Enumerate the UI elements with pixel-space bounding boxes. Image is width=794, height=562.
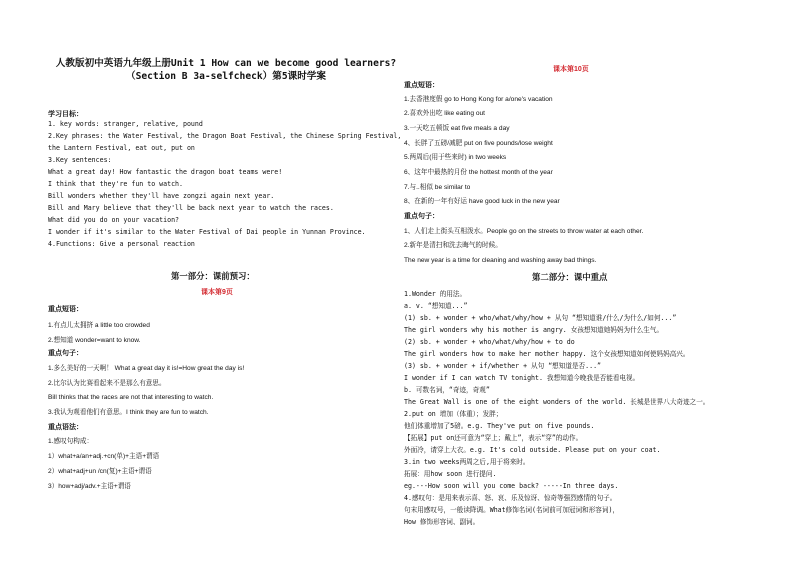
notes-line: I wonder if I can watch TV tonight. 我想知道今晚我是否能看电视。 <box>404 374 640 382</box>
notes-line: 2.put on 增加（体重）；发胖； <box>404 410 503 418</box>
notes-line: 3.in two weeks两周之后,用于将来时。 <box>404 458 530 466</box>
objective-line: Bill wonders whether they'll have zongzi again next year. <box>48 192 275 200</box>
page-9-label: 课本第9页 <box>201 289 233 296</box>
phrase-line: 2.想知道 wonder=want to know. <box>48 337 141 344</box>
grammar-heading: 重点语法： <box>48 424 83 431</box>
phrase-line: 1.有点儿太拥挤 a little too crowded <box>48 322 150 329</box>
sentence-line: Bill thinks that the races are not that interesting to watch. <box>48 394 214 401</box>
notes-line: 4.感叹句：是用来表示喜、怒、哀、乐及惊讶、惊奇等强烈感情的句子。 <box>404 494 617 502</box>
part2-title: 第二部分：课中重点 <box>532 272 608 282</box>
phrases-heading: 重点短语： <box>404 82 439 89</box>
objective-line: What did you do on your vacation? <box>48 216 180 224</box>
notes-line: How 修饰形容词、副词。 <box>404 518 480 526</box>
objective-line: I think that they're fun to watch. <box>48 180 183 188</box>
notes-line: 1.Wonder 的用法。 <box>404 290 467 298</box>
phrase-line: 8、在新的一年有好运 have good luck in the new year <box>404 198 560 205</box>
sentence-line: 2.比尔认为比赛看起来不是那么有意思。 <box>48 380 166 387</box>
notes-line: 他们体重增加了5磅。e.g. They've put on five pounds. <box>404 422 595 430</box>
grammar-item: 3）how+adj/adv.+主语+谓语 <box>48 483 131 490</box>
objective-line: the Lantern Festival, eat out, put on <box>48 144 195 152</box>
notes-line: 外面冷，请穿上大衣。e.g. It's cold outside. Please put on your coat. <box>404 446 661 454</box>
objective-line: 1. key words: stranger, relative, pound <box>48 120 203 128</box>
title-line-2: （Section B 3a-selfcheck）第5课时学案 <box>125 71 326 82</box>
part1-title: 第一部分：课前预习： <box>171 271 255 281</box>
phrase-line: 7.与..相似 be similar to <box>404 184 471 191</box>
notes-line: (3) sb. + wonder + if/whether + 从句 “想知道是否...” <box>404 362 602 370</box>
objective-line: 2.Key phrases: the Water Festival, the Dragon Boat Festival, the Chinese Spring Festival, <box>48 132 402 140</box>
grammar-sub: 1.感叹句构成： <box>48 438 94 445</box>
page-10-label: 课本第10页 <box>553 66 589 73</box>
phrase-line: 1.去香港度假 go to Hong Kong for a/one's vacation <box>404 96 553 103</box>
sentence-line: The new year is a time for cleaning and washing away bad things. <box>404 257 597 264</box>
notes-line: The Great Wall is one of the eight wonders of the world. 长城是世界八大奇迹之一。 <box>404 398 710 406</box>
sentence-line: 2.新年是清扫和洗去晦气的时候。 <box>404 242 502 249</box>
grammar-item: 1）what+a/an+adj.+cn(单)+主语+谓语 <box>48 453 160 460</box>
notes-line: a. v. “想知道...” <box>404 302 468 310</box>
sentence-line: 1.多么美好的一天啊！ What a great day it is!=How great the day is! <box>48 365 245 372</box>
notes-line: (1) sb. + wonder + who/what/why/how + 从句 “想知道谁/什么/为什么/如何...” <box>404 314 677 322</box>
sentence-line: 1、人们走上街头互相泼水。People go on the streets to throw water at each other. <box>404 228 644 235</box>
sentence-line: 3.我认为观看他们有意思。I think they are fun to watch. <box>48 409 209 416</box>
objective-line: Bill and Mary believe that they'll be back next year to watch the races. <box>48 204 334 212</box>
objective-line: I wonder if it's similar to the Water Festival of Dai people in Yunnan Province. <box>48 228 366 236</box>
phrase-line: 3.一天吃五顿饭 eat five meals a day <box>404 125 510 132</box>
objective-line: 3.Key sentences: <box>48 156 112 164</box>
notes-line: b. 可数名词，“奇迹，奇观” <box>404 386 490 394</box>
notes-line: 拓展：用how soon 进行提问. <box>404 470 497 478</box>
phrase-line: 6、这年中最热的月份 the hottest month of the year <box>404 169 553 176</box>
notes-line: 句末用感叹号，一般读降调。What修饰名词(名词前可加冠词和形容词)， <box>404 506 620 514</box>
sentences-heading: 重点句子： <box>48 350 83 357</box>
phrase-line: 4、长胖了五磅/减肥 put on five pounds/lose weight <box>404 140 553 147</box>
title-line-1: 人教版初中英语九年级上册Unit 1 How can we become good learners? <box>55 58 397 69</box>
grammar-item: 2）what+adj+un /cn(复)+主语+谓语 <box>48 468 152 475</box>
notes-line: The girl wonders why his mother is angry. 女孩想知道她妈妈为什么生气。 <box>404 326 664 334</box>
phrase-line: 5.两周后(用于些来时) in two weeks <box>404 154 507 161</box>
notes-line: The girl wonders how to make her mother happy. 这个女孩想知道如何使妈妈高兴。 <box>404 350 690 358</box>
phrase-line: 2.喜欢外出吃 like eating out <box>404 110 485 117</box>
notes-line: (2) sb. + wonder + who/what/why/how + to do <box>404 338 575 346</box>
phrases-heading: 重点短语： <box>48 306 83 313</box>
notes-line: eg.---How soon will you come back? -----In three days. <box>404 482 619 490</box>
objective-line: 4.Functions: Give a personal reaction <box>48 240 195 248</box>
sentences-heading: 重点句子： <box>404 213 439 220</box>
objective-line: What a great day! How fantastic the dragon boat teams were! <box>48 168 283 176</box>
notes-line: 【拓展】put on还可意为“穿上；戴上”，表示“穿”的动作。 <box>404 434 583 442</box>
objectives-heading: 学习目标： <box>48 111 83 118</box>
